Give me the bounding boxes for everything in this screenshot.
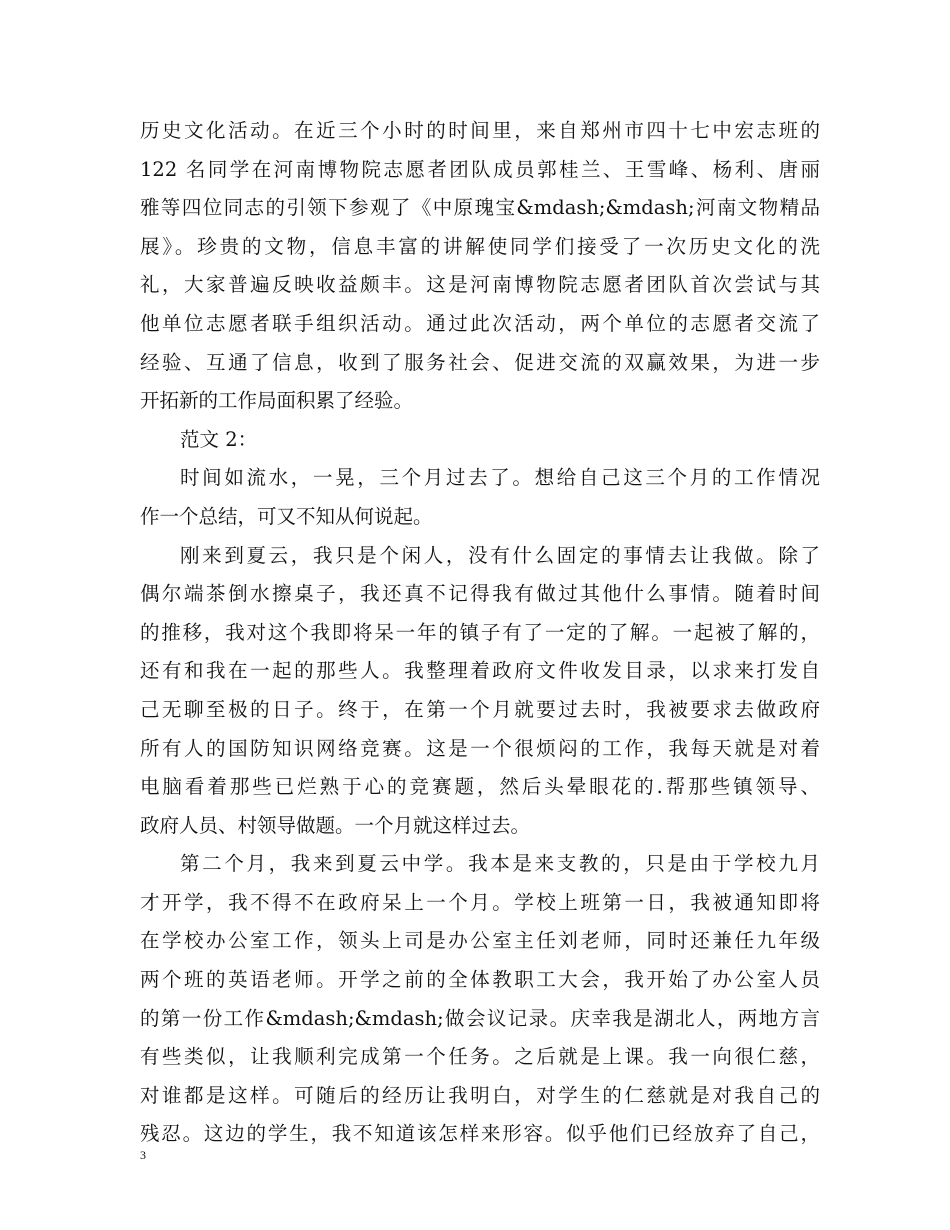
text-line: 展》。珍贵的文物，信息丰富的讲解使同学们接受了一次历史文化的洗	[140, 234, 820, 258]
text-line: 的第一份工作&mdash;&mdash;做会议记录。庆幸我是湖北人，两地方言	[140, 1006, 820, 1030]
text-line: 的推移，我对这个我即将呆一年的镇子有了一定的了解。一起被了解的，	[140, 620, 820, 644]
text-line: 开拓新的工作局面积累了经验。	[140, 389, 414, 413]
text-line: 所有人的国防知识网络竞赛。这是一个很烦闷的工作，我每天就是对着	[140, 736, 820, 760]
text-line: 两个班的英语老师。开学之前的全体教职工大会，我开始了办公室人员	[140, 968, 820, 992]
text-line: 在学校办公室工作，领头上司是办公室主任刘老师，同时还兼任九年级	[140, 929, 820, 953]
text-line: 雅等四位同志的引领下参观了《中原瑰宝&mdash;&mdash;河南文物精品	[140, 196, 820, 220]
text-line: 还有和我在一起的那些人。我整理着政府文件收发目录，以求来打发自	[140, 659, 820, 683]
page-number: 3	[140, 1148, 146, 1162]
text-line: 时间如流水，一晃，三个月过去了。想给自己这三个月的工作情况	[180, 466, 820, 490]
text-line: 电脑看着那些已烂熟于心的竞赛题，然后头晕眼花的.帮那些镇领导、	[140, 775, 820, 799]
text-line: 己无聊至极的日子。终于，在第一个月就要过去时，我被要求去做政府	[140, 697, 820, 721]
text-line: 范文 2：	[180, 427, 258, 451]
text-line: 残忍。这边的学生，我不知道该怎样来形容。似乎他们已经放弃了自己，	[140, 1122, 820, 1146]
text-line: 偶尔端茶倒水擦桌子，我还真不记得我有做过其他什么事情。随着时间	[140, 582, 820, 606]
text-line: 他单位志愿者联手组织活动。通过此次活动，两个单位的志愿者交流了	[140, 311, 820, 335]
text-line: 刚来到夏云，我只是个闲人，没有什么固定的事情去让我做。除了	[180, 543, 820, 567]
text-line: 有些类似，让我顺利完成第一个任务。之后就是上课。我一向很仁慈，	[140, 1045, 820, 1069]
text-line: 经验、互通了信息，收到了服务社会、促进交流的双赢效果，为进一步	[140, 350, 820, 374]
text-line: 对谁都是这样。可随后的经历让我明白，对学生的仁慈就是对我自己的	[140, 1083, 820, 1107]
text-line: 作一个总结，可又不知从何说起。	[140, 504, 433, 528]
text-line: 才开学，我不得不在政府呆上一个月。学校上班第一日，我被通知即将	[140, 890, 820, 914]
text-line: 122 名同学在河南博物院志愿者团队成员郭桂兰、王雪峰、杨利、唐丽	[140, 157, 820, 181]
body-text	[140, 112, 820, 1154]
text-line: 礼，大家普遍反映收益颇丰。这是河南博物院志愿者团队首次尝试与其	[140, 273, 820, 297]
text-line: 第二个月，我来到夏云中学。我本是来支教的，只是由于学校九月	[180, 852, 820, 876]
text-line: 历史文化活动。在近三个小时的时间里，来自郑州市四十七中宏志班的	[140, 119, 820, 142]
text-line: 政府人员、村领导做题。一个月就这样过去。	[140, 813, 531, 837]
